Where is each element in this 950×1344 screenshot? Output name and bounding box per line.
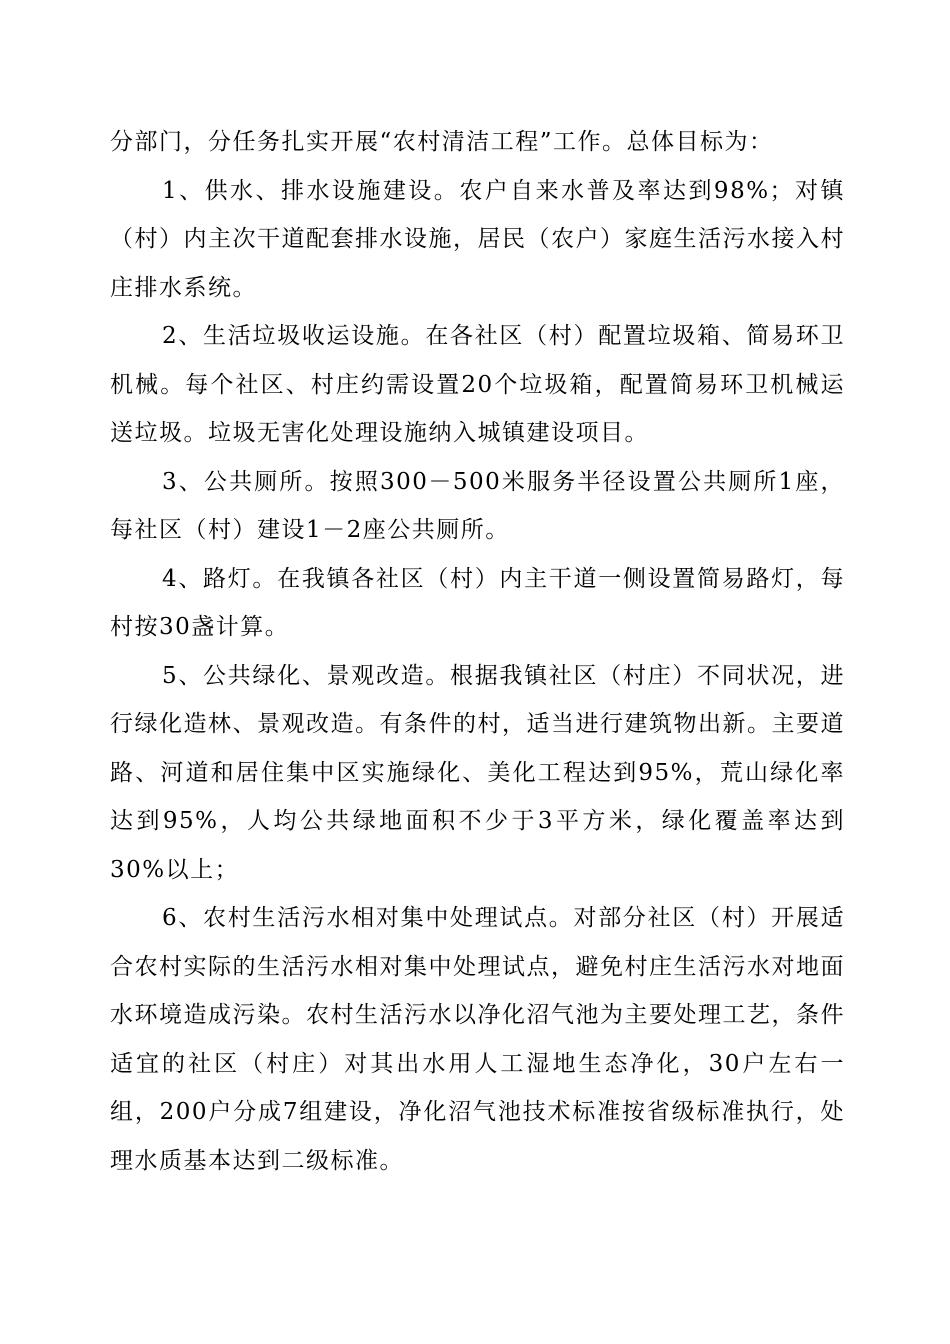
paragraph-street-lights: 4、路灯。在我镇各社区（村）内主干道一侧设置简易路灯，每村按30盏计算。	[110, 565, 845, 640]
paragraph-sewage-treatment: 6、农村生活污水相对集中处理试点。对部分社区（村）开展适合农村实际的生活污水相对集中处理试点，避免村庄生活污水对地面水环境造成污染。农村生活污水以净化沼气池为主要处理工艺，条件适宜的社区（村庄）对其出水用人工湿地生态净化，30户左右一组，200户分成7组建设，净化沼气池技术标准按省级标准执行，处理水质基本达到二级标准。	[110, 905, 845, 1174]
paragraph-water-supply-drainage: 1、供水、排水设施建设。农户自来水普及率达到98%；对镇（村）内主次干道配套排水设施，居民（农户）家庭生活污水接入村庄排水系统。	[110, 177, 845, 301]
paragraph-greening-landscape: 5、公共绿化、景观改造。根据我镇社区（村庄）不同状况，进行绿化造林、景观改造。有条件的村，适当进行建筑物出新。主要道路、河道和居住集中区实施绿化、美化工程达到95%，荒山绿化率达到95%，人均公共绿地面积不少于3平方米，绿化覆盖率达到30%以上；	[110, 662, 845, 883]
paragraph-intro: 分部门，分任务扎实开展“农村清洁工程”工作。总体目标为：	[110, 129, 774, 155]
document-body	[110, 118, 845, 1185]
paragraph-public-toilets: 3、公共厕所。按照300－500米服务半径设置公共厕所1座，每社区（村）建设1－2座公共厕所。	[110, 468, 845, 543]
paragraph-garbage-collection: 2、生活垃圾收运设施。在各社区（村）配置垃圾箱、简易环卫机械。每个社区、村庄约需设置20个垃圾箱，配置简易环卫机械运送垃圾。垃圾无害化处理设施纳入城镇建设项目。	[110, 323, 845, 446]
